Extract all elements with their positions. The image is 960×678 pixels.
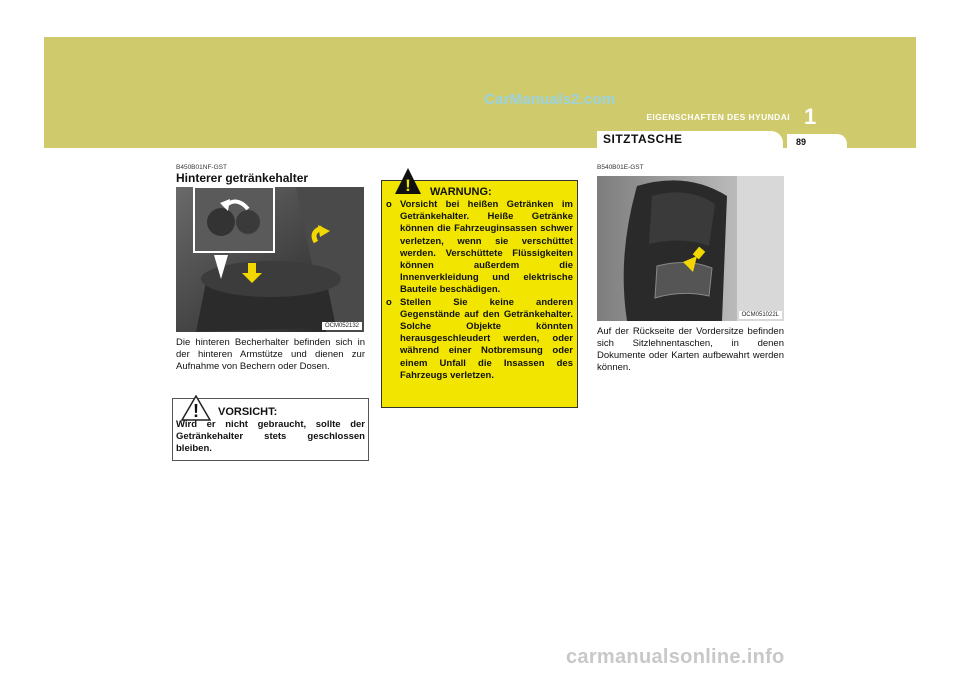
seat-pocket-photo <box>597 176 784 321</box>
warning-item-text: Stellen Sie keine anderen Gegenstände auf den Getränkehalter. Solche Objekte könnten herausgeschleudert werden, oder während einer Notbremsung oder einem Unfall die Insassen des Fahrzeugs verletzen. <box>400 296 573 381</box>
warning-icon <box>394 167 422 200</box>
warning-item <box>384 199 573 297</box>
warning-item-text: Vorsicht bei heißen Getränken im Getränkehalter. Heiße Getränke können die Fahrzeuginsassen schwer verletzen, wenn sie verschüttet werden. Verschüttete Flüssigkeiten können außerdem die Innenverkleidung und elektrische Bauteile beschädigen. <box>400 199 573 296</box>
list-bullet: o <box>386 199 392 210</box>
cup-holder-description: Die hinteren Becherhalter befinden sich in der hinteren Armstütze und dienen zur Aufnahme von Bechern oder Dosen. <box>176 337 365 372</box>
caution-text: Wird er nicht gebraucht, sollte der Getränkehalter stets geschlossen bleiben. <box>176 419 365 454</box>
section-heading: Hinterer getränkehalter <box>176 171 309 185</box>
caution-title: VORSICHT: <box>218 406 278 418</box>
photo-label: OCM052132 <box>322 322 362 330</box>
chapter-title: EIGENSCHAFTEN DES HYUNDAI <box>646 112 790 122</box>
site-link[interactable]: CarManuals2.com <box>484 91 616 108</box>
page-number-tab <box>787 134 847 150</box>
warning-box <box>381 176 578 408</box>
photo-label: OCM051022L <box>739 311 782 319</box>
seat-pocket-description: Auf der Rückseite der Vordersitze befinden sich Sitzlehnentaschen, in denen Dokumente oder Karten aufbewahrt werden können. <box>597 326 784 373</box>
warning-list <box>384 199 573 382</box>
header-band <box>44 37 916 148</box>
page-number: 89 <box>796 137 807 147</box>
seat-pocket-illustration <box>597 176 784 321</box>
warning-symbol: ! <box>405 176 411 195</box>
caution-symbol: ! <box>193 401 199 421</box>
section-tab-label: SITZTASCHE <box>603 132 683 146</box>
footer-watermark: carmanualsonline.info <box>566 646 785 668</box>
chapter-number: 1 <box>804 104 817 129</box>
caution-box <box>172 398 369 461</box>
list-bullet: o <box>386 296 392 308</box>
cup-holder-illustration <box>176 187 364 332</box>
section-code: B540B01E-GST <box>597 164 644 171</box>
section-code: B450B01NF-GST <box>176 164 227 171</box>
section-tab <box>597 131 783 151</box>
warning-title: WARNUNG: <box>430 186 492 198</box>
warning-item <box>384 297 573 382</box>
cup-holder-photo <box>176 187 364 332</box>
